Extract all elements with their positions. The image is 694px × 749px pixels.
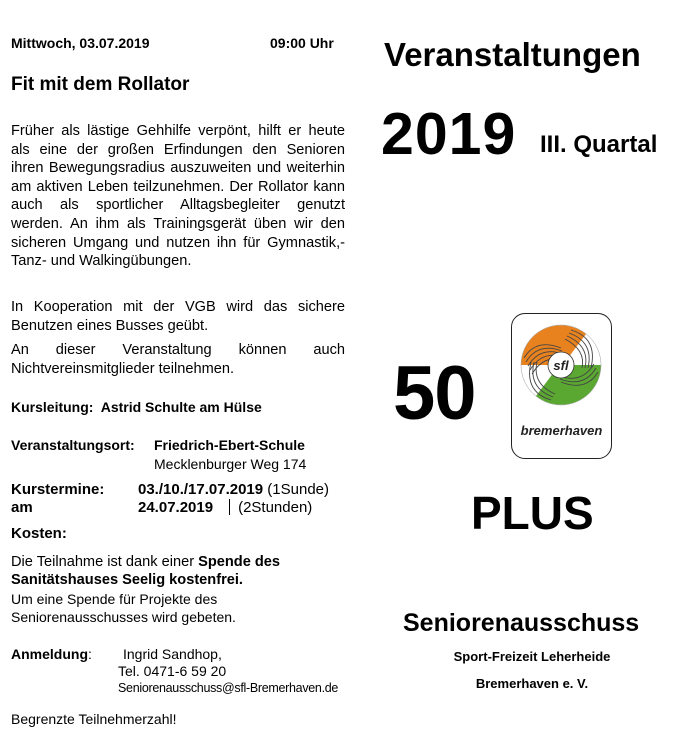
course-dates-row-2	[138, 499, 312, 516]
limited-participants-note: Begrenzte Teilnehmerzahl!	[11, 711, 177, 727]
sfl-logo	[511, 313, 612, 459]
course-duration-1: (1Sunde)	[267, 481, 330, 498]
org-subtitle-1: Sport-Freizeit Leherheide	[453, 649, 611, 664]
cover-year: 2019	[381, 101, 517, 167]
age-number: 50	[393, 351, 476, 436]
org-name: Seniorenausschuss	[403, 609, 640, 637]
cooperation-note: In Kooperation mit der VGB wird das sichere Benutzen eines Busses geübt.	[11, 299, 345, 334]
course-leader-name: Astrid Schulte am Hülse	[100, 399, 262, 415]
course-dates-2: 24.07.2019	[138, 499, 214, 516]
svg-text:sfl: sfl	[553, 358, 569, 373]
text-cursor-bar	[229, 499, 230, 515]
course-dates-am: am	[11, 499, 33, 516]
costs-text-plain: Die Teilnahme ist dank einer	[11, 554, 199, 570]
cover-quarter: III. Quartal	[540, 131, 658, 158]
registration-contact-name: Ingrid Sandhop,	[123, 646, 222, 662]
event-description: Früher als lästige Gehhilfe verpönt, hilft er heute als eine der großen Erfindungen den Senioren ihren Bewegungsradius auszuweiten und weiterhin am aktiven Leben teilzunehmen. Der Rollator kann auch als sportlicher Alltagsbegleiter genutzt werden. An ihm als Trainingsgerät üben wir den sicheren Umgang und nutzen ihn für Gymnastik,- Tanz- und Walkingübungen.	[11, 123, 345, 270]
registration-email[interactable]: Seniorenausschuss@sfl-Bremerhaven.de	[118, 681, 339, 695]
plus-label: PLUS	[471, 487, 594, 539]
course-dates-label: Kurstermine:	[11, 481, 105, 498]
event-date: Mittwoch, 03.07.2019	[11, 35, 150, 51]
venue-name: Friedrich-Ebert-Schule	[154, 437, 305, 453]
sfl-swirl-icon	[516, 318, 606, 418]
costs-label: Kosten:	[11, 525, 67, 542]
costs-text-bold: Spende des Sanitätshauses Seelig kostenfrei.	[11, 554, 281, 588]
cover-title: Veranstaltungen	[384, 36, 641, 73]
event-time: 09:00 Uhr	[270, 35, 334, 51]
venue-label: Veranstaltungsort:	[11, 437, 135, 453]
course-dates-row-1	[138, 481, 329, 498]
registration-label: Anmeldung:	[11, 646, 92, 662]
org-subtitle-2: Bremerhaven e. V.	[475, 676, 589, 691]
event-title: Fit mit dem Rollator	[11, 74, 190, 95]
costs-text	[11, 553, 351, 589]
course-duration-2: (2Stunden)	[238, 499, 313, 516]
venue-address: Mecklenburger Weg 174	[154, 456, 307, 472]
course-dates-1: 03./10./17.07.2019	[138, 481, 264, 498]
course-leader	[11, 399, 262, 415]
donation-request: Um eine Spende für Projekte des Seniorenausschusses wird gebeten.	[11, 591, 236, 625]
course-leader-label: Kursleitung:	[11, 399, 94, 415]
non-members-note: An dieser Veranstaltung können auch Nichtvereinsmitglieder teilnehmen.	[11, 342, 345, 377]
registration-phone: Tel. 0471-6 59 20	[118, 663, 227, 679]
logo-caption: bremerhaven	[520, 423, 603, 438]
